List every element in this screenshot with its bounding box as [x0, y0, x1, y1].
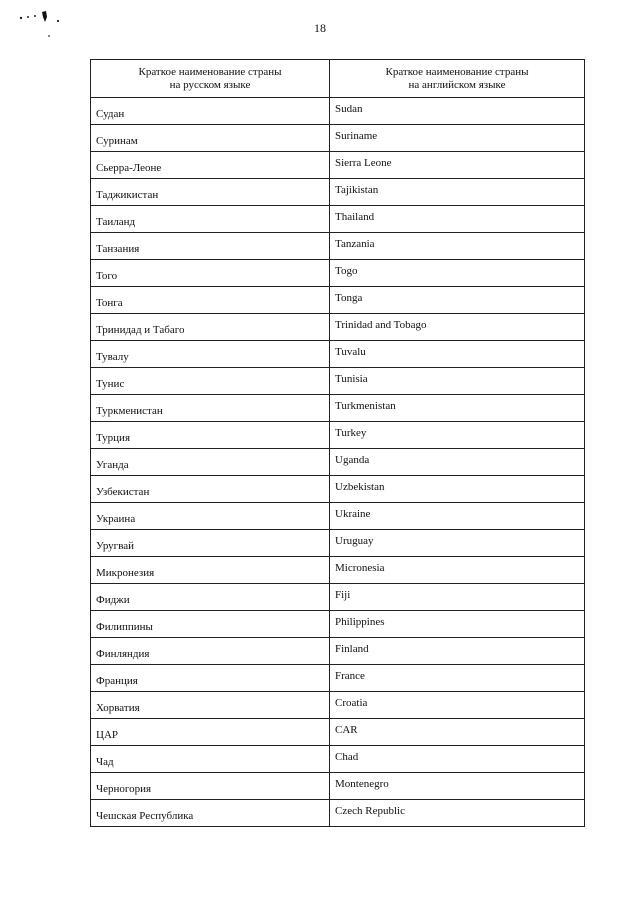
cell-russian-name: [91, 692, 330, 719]
english-country-name: Fiji: [335, 589, 351, 601]
cell-english-name: [330, 773, 585, 800]
header-english-name: [330, 60, 585, 98]
table-row: [91, 746, 585, 773]
russian-country-name: Судан: [96, 108, 125, 120]
cell-russian-name: [91, 287, 330, 314]
table-row: [91, 233, 585, 260]
russian-country-name: Таджикистан: [96, 189, 159, 201]
english-country-name: Philippines: [335, 616, 385, 628]
cell-english-name: [330, 476, 585, 503]
cell-english-name: [330, 260, 585, 287]
cell-russian-name: [91, 206, 330, 233]
cell-english-name: [330, 503, 585, 530]
cell-english-name: [330, 530, 585, 557]
cell-russian-name: [91, 719, 330, 746]
russian-country-name: Таиланд: [96, 216, 136, 228]
header-english-line2: на английском языке: [408, 78, 506, 91]
cell-russian-name: [91, 368, 330, 395]
table-header-row: [91, 60, 585, 98]
russian-country-name: Украина: [96, 513, 136, 525]
english-country-name: Sierra Leone: [335, 157, 392, 169]
cell-russian-name: [91, 98, 330, 125]
table-row: [91, 368, 585, 395]
cell-russian-name: [91, 638, 330, 665]
cell-english-name: [330, 800, 585, 827]
cell-russian-name: [91, 530, 330, 557]
cell-english-name: [330, 719, 585, 746]
english-country-name: Sudan: [335, 103, 363, 115]
cell-russian-name: [91, 611, 330, 638]
english-country-name: Tajikistan: [335, 184, 379, 196]
english-country-name: Tuvalu: [335, 346, 366, 358]
table-row: [91, 422, 585, 449]
english-country-name: Turkey: [335, 427, 367, 439]
cell-english-name: [330, 422, 585, 449]
english-country-name: France: [335, 670, 365, 682]
russian-country-name: Тонга: [96, 297, 123, 309]
russian-country-name: Тувалу: [96, 351, 129, 363]
table-row: [91, 260, 585, 287]
cell-english-name: [330, 341, 585, 368]
russian-country-name: ЦАР: [96, 729, 119, 741]
english-country-name: Tanzania: [335, 238, 375, 250]
russian-country-name: Сьерра-Леоне: [96, 162, 162, 174]
cell-english-name: [330, 287, 585, 314]
country-names-table-container: [90, 59, 584, 827]
english-country-name: Chad: [335, 751, 359, 763]
table-row: [91, 638, 585, 665]
english-country-name: Trinidad and Tobago: [335, 319, 427, 331]
cell-russian-name: [91, 152, 330, 179]
cell-english-name: [330, 206, 585, 233]
table-row: [91, 152, 585, 179]
cell-english-name: [330, 395, 585, 422]
cell-russian-name: [91, 773, 330, 800]
table-row: [91, 287, 585, 314]
russian-country-name: Черногория: [96, 783, 152, 795]
russian-country-name: Микронезия: [96, 567, 155, 579]
table-row: [91, 98, 585, 125]
cell-russian-name: [91, 746, 330, 773]
english-country-name: Finland: [335, 643, 369, 655]
cell-english-name: [330, 314, 585, 341]
english-country-name: Uzbekistan: [335, 481, 385, 493]
russian-country-name: Франция: [96, 675, 138, 687]
cell-russian-name: [91, 125, 330, 152]
cell-english-name: [330, 665, 585, 692]
country-names-table: [90, 59, 585, 827]
header-russian-name: [91, 60, 330, 98]
english-country-name: Uganda: [335, 454, 370, 466]
russian-country-name: Того: [96, 270, 118, 282]
russian-country-name: Финляндия: [96, 648, 150, 660]
russian-country-name: Танзания: [96, 243, 140, 255]
english-country-name: Thailand: [335, 211, 375, 223]
cell-english-name: [330, 584, 585, 611]
cell-russian-name: [91, 233, 330, 260]
page-number: 18: [314, 21, 326, 35]
russian-country-name: Уганда: [96, 459, 129, 471]
russian-country-name: Турция: [96, 432, 131, 444]
table-row: [91, 530, 585, 557]
cell-english-name: [330, 233, 585, 260]
cell-russian-name: [91, 449, 330, 476]
english-country-name: Suriname: [335, 130, 378, 142]
cell-english-name: [330, 152, 585, 179]
russian-country-name: Узбекистан: [96, 486, 150, 498]
english-country-name: Montenegro: [335, 778, 389, 790]
table-row: [91, 719, 585, 746]
cell-russian-name: [91, 341, 330, 368]
english-country-name: Micronesia: [335, 562, 385, 574]
cell-russian-name: [91, 557, 330, 584]
cell-english-name: [330, 638, 585, 665]
english-country-name: CAR: [335, 724, 358, 736]
table-row: [91, 665, 585, 692]
russian-country-name: Уругвай: [96, 540, 135, 552]
cell-english-name: [330, 179, 585, 206]
table-row: [91, 206, 585, 233]
russian-country-name: Туркменистан: [96, 405, 163, 417]
table-row: [91, 449, 585, 476]
table-row: [91, 314, 585, 341]
table-row: [91, 125, 585, 152]
cell-russian-name: [91, 422, 330, 449]
russian-country-name: Чад: [96, 756, 114, 768]
table-row: [91, 557, 585, 584]
russian-country-name: Фиджи: [96, 594, 130, 606]
cell-english-name: [330, 449, 585, 476]
cell-english-name: [330, 692, 585, 719]
table-row: [91, 584, 585, 611]
russian-country-name: Тринидад и Табаго: [96, 324, 185, 336]
english-country-name: Tunisia: [335, 373, 368, 385]
header-russian-line2: на русском языке: [169, 78, 251, 91]
english-country-name: Tonga: [335, 292, 363, 304]
cell-english-name: [330, 125, 585, 152]
cell-russian-name: [91, 503, 330, 530]
header-english-line1: Краткое наименование страны: [385, 65, 529, 78]
table-row: [91, 800, 585, 827]
cell-english-name: [330, 368, 585, 395]
cell-english-name: [330, 746, 585, 773]
table-row: [91, 692, 585, 719]
cell-english-name: [330, 557, 585, 584]
cell-russian-name: [91, 314, 330, 341]
table-row: [91, 611, 585, 638]
russian-country-name: Хорватия: [96, 702, 140, 714]
cell-russian-name: [91, 584, 330, 611]
english-country-name: Czech Republic: [335, 805, 405, 817]
english-country-name: Togo: [335, 265, 358, 277]
english-country-name: Turkmenistan: [335, 400, 396, 412]
russian-country-name: Тунис: [96, 378, 125, 390]
russian-country-name: Суринам: [96, 135, 138, 147]
table-row: [91, 341, 585, 368]
table-body: [91, 98, 585, 827]
cell-russian-name: [91, 665, 330, 692]
cell-russian-name: [91, 179, 330, 206]
table-row: [91, 179, 585, 206]
russian-country-name: Чешская Республика: [96, 810, 194, 822]
english-country-name: Uruguay: [335, 535, 374, 547]
english-country-name: Ukraine: [335, 508, 371, 520]
table-row: [91, 773, 585, 800]
cell-english-name: [330, 98, 585, 125]
table-row: [91, 395, 585, 422]
cell-russian-name: [91, 260, 330, 287]
cell-russian-name: [91, 476, 330, 503]
russian-country-name: Филиппины: [96, 621, 153, 633]
header-russian-line1: Краткое наименование страны: [138, 65, 282, 78]
table-row: [91, 476, 585, 503]
cell-russian-name: [91, 800, 330, 827]
cell-english-name: [330, 611, 585, 638]
cell-russian-name: [91, 395, 330, 422]
english-country-name: Croatia: [335, 697, 368, 709]
table-row: [91, 503, 585, 530]
